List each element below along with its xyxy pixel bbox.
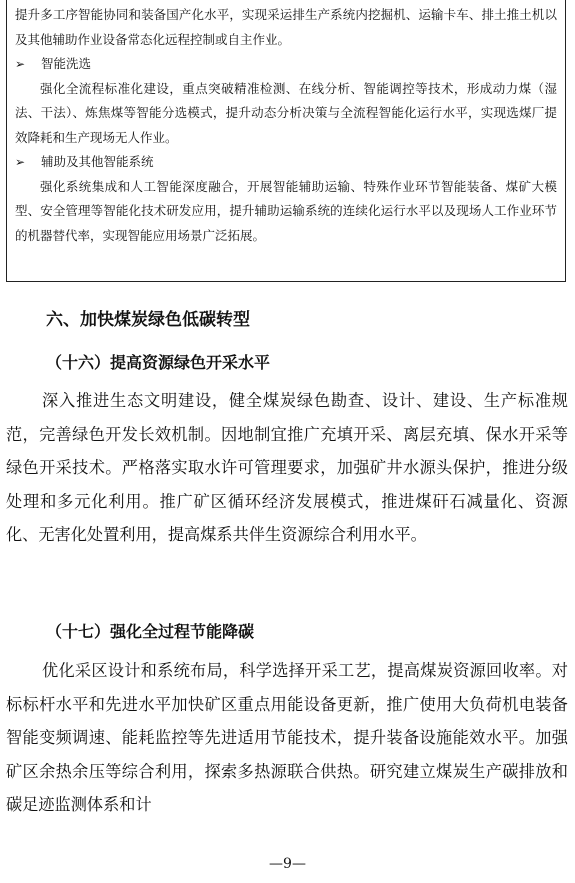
bullet-heading-washing: 智能洗选 (41, 56, 92, 71)
box-continued-paragraph: 提升多工序智能协同和装备国产化水平，实现采运排生产系统内挖掘机、运输卡车、排土推土机以及其他辅助作业设备常态化远程控制或自主作业。 (15, 7, 557, 47)
auxiliary-paragraph: 强化系统集成和人工智能深度融合，开展智能辅助运输、特殊作业环节智能装备、煤矿大模型、安全管理等智能化技术研发应用，提升辅助运输系统的连续化运行水平以及现场人工作业环节的机器替代率，实现智能应用场景广泛拓展。 (15, 178, 557, 243)
washing-paragraph: 强化全流程标准化建设，重点突破精准检测、在线分析、智能调控等技术，形成动力煤（湿法、干法）、炼焦煤等智能分选模式，提升动态分析决策与全流程智能化运行水平，实现选煤厂提效降耗和生产现场无人作业。 (15, 80, 557, 145)
section-title: 六、加快煤炭绿色低碳转型 (46, 310, 250, 330)
subsection-16-paragraph: 深入推进生态文明建设，健全煤炭绿色勘查、设计、建设、生产标准规范，完善绿色开发长效机制。因地制宜推广充填开采、离层充填、保水开采等绿色开采技术。严格落实取水许可管理要求，加强矿井水源头保护，推进分级处理和多元化利用。推广矿区循环经济发展模式，推进煤矸石减量化、资源化、无害化处置利用，提高煤系共伴生资源综合利用水平。 (6, 391, 568, 544)
bullet-heading-auxiliary: 辅助及其他智能系统 (41, 154, 154, 169)
boxed-text-panel (6, 0, 566, 282)
bullet-intelligent-washing (15, 52, 557, 77)
page-number: —9— (269, 856, 306, 872)
subsection-16-title: （十六）提高资源绿色开采水平 (46, 353, 271, 372)
arrow-bullet-icon: ➢ (15, 57, 26, 71)
bullet-auxiliary-systems (15, 150, 557, 175)
arrow-bullet-icon: ➢ (15, 155, 26, 169)
subsection-17-paragraph: 优化采区设计和系统布局，科学选择开采工艺，提高煤炭资源回收率。对标标杆水平和先进水平加快矿区重点用能设备更新，推广使用大负荷机电装备智能变频调速、能耗监控等先进适用节能技术，提升装备设施能效水平。加强矿区余热余压等综合利用，探索多热源联合供热。研究建立煤炭生产碳排放和碳足迹监测体系和计 (6, 661, 568, 814)
subsection-17-title: （十七）强化全过程节能降碳 (46, 622, 255, 641)
